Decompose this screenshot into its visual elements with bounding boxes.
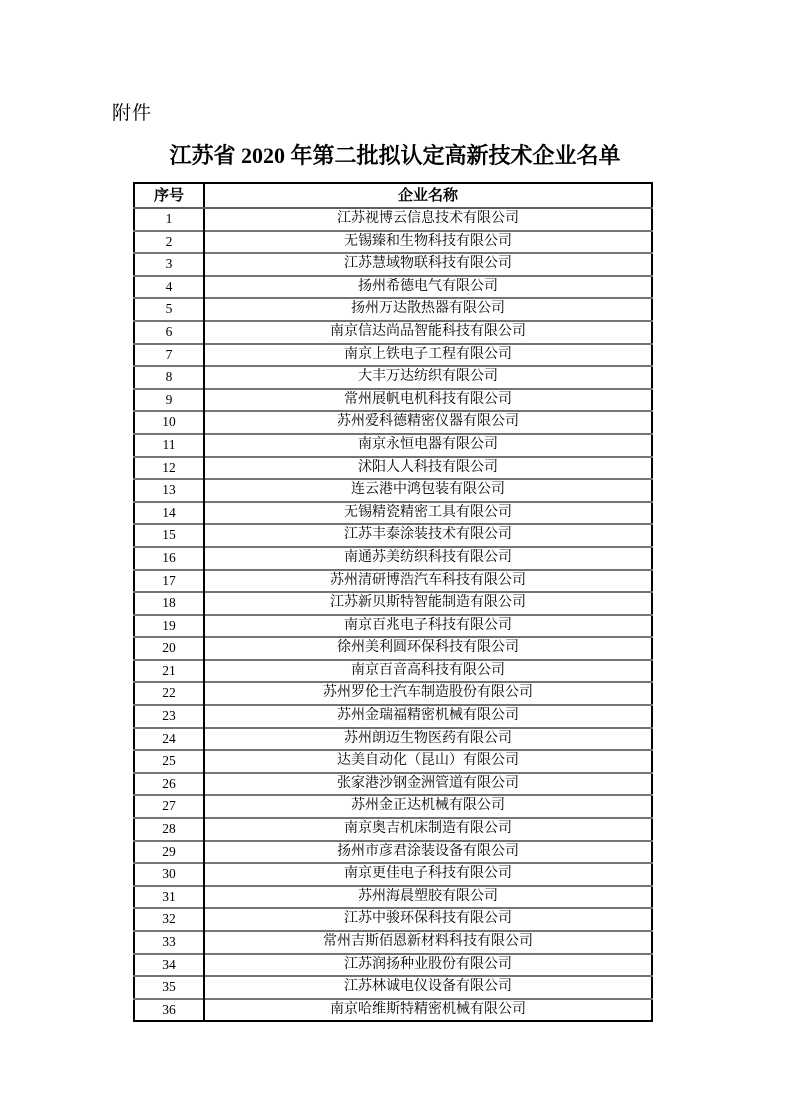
column-header-serial-number: 序号	[134, 183, 204, 208]
table-row	[134, 773, 652, 796]
table-row	[134, 479, 652, 502]
table-row	[134, 750, 652, 773]
row-serial-number-cell: 4	[134, 276, 204, 299]
row-company-name-cell: 无锡臻和生物科技有限公司	[204, 231, 652, 254]
row-company-name-cell: 苏州金瑞福精密机械有限公司	[204, 705, 652, 728]
row-company-name-cell: 徐州美利圆环保科技有限公司	[204, 637, 652, 660]
table-row	[134, 502, 652, 525]
row-company-name-cell: 江苏丰泰涂装技术有限公司	[204, 524, 652, 547]
table-row	[134, 615, 652, 638]
row-serial-number-cell: 24	[134, 728, 204, 751]
page-title: 江苏省 2020 年第二批拟认定高新技术企业名单	[169, 143, 621, 168]
row-serial-number-cell: 35	[134, 976, 204, 999]
row-serial-number-cell: 21	[134, 660, 204, 683]
table-row	[134, 570, 652, 593]
row-serial-number-cell: 18	[134, 592, 204, 615]
row-serial-number-cell: 32	[134, 908, 204, 931]
row-serial-number-cell: 27	[134, 795, 204, 818]
row-serial-number-cell: 17	[134, 570, 204, 593]
table-row	[134, 863, 652, 886]
row-company-name-cell: 沭阳人人科技有限公司	[204, 457, 652, 480]
table-header-row	[134, 183, 652, 208]
table-row	[134, 524, 652, 547]
row-serial-number-cell: 8	[134, 366, 204, 389]
row-serial-number-cell: 7	[134, 344, 204, 367]
table-row	[134, 321, 652, 344]
row-serial-number-cell: 29	[134, 841, 204, 864]
row-serial-number-cell: 6	[134, 321, 204, 344]
row-company-name-cell: 南京信达尚品智能科技有限公司	[204, 321, 652, 344]
row-company-name-cell: 扬州市彦君涂装设备有限公司	[204, 841, 652, 864]
table-row	[134, 660, 652, 683]
row-company-name-cell: 江苏新贝斯特智能制造有限公司	[204, 592, 652, 615]
table-row	[134, 682, 652, 705]
row-serial-number-cell: 20	[134, 637, 204, 660]
row-serial-number-cell: 16	[134, 547, 204, 570]
row-company-name-cell: 南通苏美纺织科技有限公司	[204, 547, 652, 570]
row-serial-number-cell: 23	[134, 705, 204, 728]
table-row	[134, 637, 652, 660]
row-serial-number-cell: 30	[134, 863, 204, 886]
row-serial-number-cell: 3	[134, 253, 204, 276]
row-company-name-cell: 江苏中骏环保科技有限公司	[204, 908, 652, 931]
row-company-name-cell: 江苏润扬种业股份有限公司	[204, 954, 652, 977]
row-company-name-cell: 达美自动化（昆山）有限公司	[204, 750, 652, 773]
row-serial-number-cell: 36	[134, 999, 204, 1022]
row-company-name-cell: 江苏林诚电仪设备有限公司	[204, 976, 652, 999]
company-list-table	[133, 182, 653, 1022]
row-serial-number-cell: 25	[134, 750, 204, 773]
row-serial-number-cell: 11	[134, 434, 204, 457]
row-serial-number-cell: 19	[134, 615, 204, 638]
table-row	[134, 366, 652, 389]
row-company-name-cell: 南京更佳电子科技有限公司	[204, 863, 652, 886]
row-company-name-cell: 江苏慧域物联科技有限公司	[204, 253, 652, 276]
table-row	[134, 547, 652, 570]
row-serial-number-cell: 13	[134, 479, 204, 502]
table-row	[134, 298, 652, 321]
row-company-name-cell: 常州吉斯佰恩新材料科技有限公司	[204, 931, 652, 954]
table-row	[134, 795, 652, 818]
row-company-name-cell: 南京永恒电器有限公司	[204, 434, 652, 457]
table-row	[134, 705, 652, 728]
row-serial-number-cell: 34	[134, 954, 204, 977]
row-company-name-cell: 江苏视博云信息技术有限公司	[204, 208, 652, 231]
table-row	[134, 976, 652, 999]
row-serial-number-cell: 9	[134, 389, 204, 412]
row-serial-number-cell: 22	[134, 682, 204, 705]
row-company-name-cell: 苏州海晨塑胶有限公司	[204, 886, 652, 909]
table-row	[134, 931, 652, 954]
table-row	[134, 231, 652, 254]
table-row	[134, 208, 652, 231]
row-serial-number-cell: 31	[134, 886, 204, 909]
row-company-name-cell: 苏州朗迈生物医药有限公司	[204, 728, 652, 751]
table-row	[134, 411, 652, 434]
table-row	[134, 954, 652, 977]
row-serial-number-cell: 28	[134, 818, 204, 841]
row-company-name-cell: 南京百兆电子科技有限公司	[204, 615, 652, 638]
row-company-name-cell: 扬州万达散热器有限公司	[204, 298, 652, 321]
row-company-name-cell: 苏州金正达机械有限公司	[204, 795, 652, 818]
row-company-name-cell: 南京上铁电子工程有限公司	[204, 344, 652, 367]
row-serial-number-cell: 5	[134, 298, 204, 321]
table-row	[134, 344, 652, 367]
row-company-name-cell: 苏州清研博浩汽车科技有限公司	[204, 570, 652, 593]
row-serial-number-cell: 33	[134, 931, 204, 954]
row-company-name-cell: 张家港沙钢金洲管道有限公司	[204, 773, 652, 796]
row-company-name-cell: 大丰万达纺织有限公司	[204, 366, 652, 389]
table-row	[134, 728, 652, 751]
row-serial-number-cell: 1	[165, 211, 173, 226]
row-company-name-cell: 南京百音高科技有限公司	[204, 660, 652, 683]
table-row	[134, 841, 652, 864]
row-serial-number-cell: 2	[134, 231, 204, 254]
column-header-company-name: 企业名称	[204, 183, 652, 208]
row-company-name-cell: 连云港中鸿包装有限公司	[204, 479, 652, 502]
row-company-name-cell: 南京奥吉机床制造有限公司	[204, 818, 652, 841]
table-row	[134, 434, 652, 457]
table-row	[134, 253, 652, 276]
row-company-name-cell: 无锡精瓷精密工具有限公司	[204, 502, 652, 525]
row-company-name-cell: 苏州罗伦士汽车制造股份有限公司	[204, 682, 652, 705]
attachment-label: 附件	[112, 103, 153, 124]
row-serial-number-cell: 12	[134, 457, 204, 480]
table-row	[134, 276, 652, 299]
table-row	[134, 818, 652, 841]
table-row	[134, 886, 652, 909]
row-company-name-cell: 常州展帆电机科技有限公司	[204, 389, 652, 412]
table-row	[134, 592, 652, 615]
row-serial-number-cell: 14	[134, 502, 204, 525]
row-serial-number-cell: 10	[134, 411, 204, 434]
table-row	[134, 908, 652, 931]
table-row	[134, 999, 652, 1022]
row-serial-number-cell: 15	[134, 524, 204, 547]
table-row	[134, 389, 652, 412]
row-company-name-cell: 苏州爱科德精密仪器有限公司	[204, 411, 652, 434]
row-serial-number-cell: 26	[134, 773, 204, 796]
row-company-name-cell: 南京哈维斯特精密机械有限公司	[204, 999, 652, 1022]
row-company-name-cell: 扬州希德电气有限公司	[204, 276, 652, 299]
table-body	[134, 208, 652, 1021]
table-header	[134, 183, 652, 208]
table-row	[134, 457, 652, 480]
